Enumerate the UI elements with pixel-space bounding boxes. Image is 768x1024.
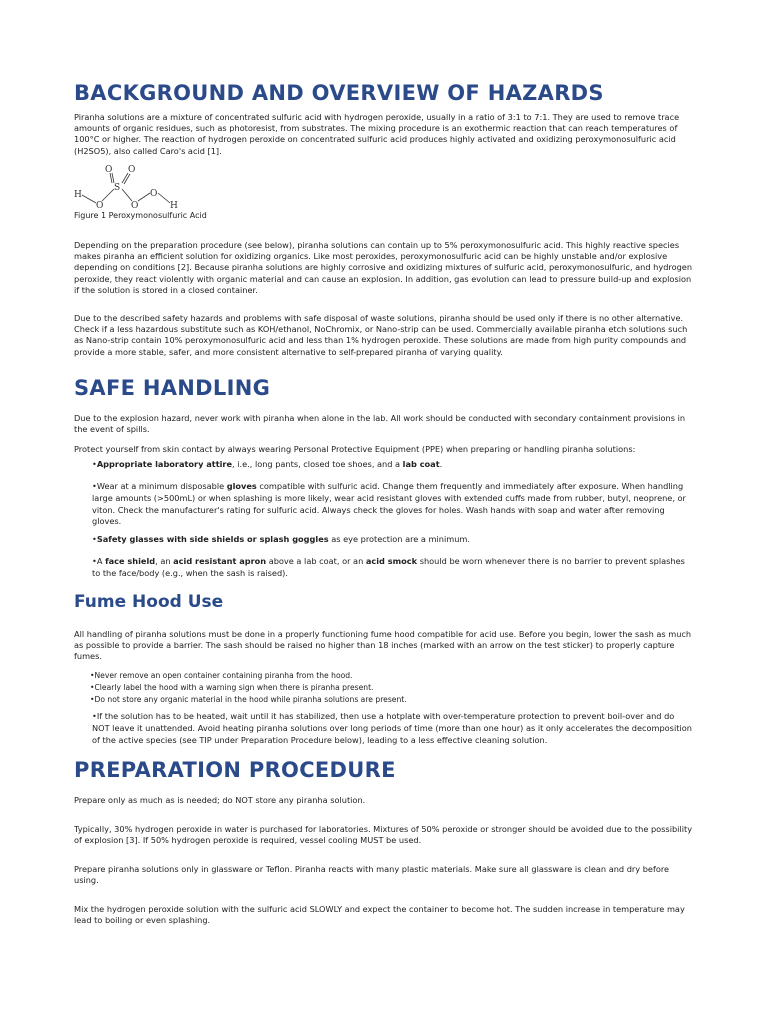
- atom-h-left: H: [74, 190, 82, 200]
- safe-handling-para-1: Due to the explosion hazard, never work with piranha when alone in the lab. All work should be conducted with secondary containment provisions in the event of spills.: [74, 413, 686, 435]
- figure-caption: Figure 1 Peroxymonosulfuric Acid: [74, 211, 207, 220]
- preparation-para-1: Prepare only as much as is needed; do NOT store any piranha solution.: [74, 795, 366, 805]
- preparation-para-4: Mix the hydrogen peroxide solution with the sulfuric acid SLOWLY and expect the container to become hot. The sudden increase in temperature may lead to boiling or even splashing.: [74, 904, 685, 926]
- fume-hood-item-3: •Do not store any organic material in the hood while piranha solutions are present.: [90, 695, 407, 704]
- atom-s: S: [114, 183, 121, 193]
- heading-hazards: BACKGROUND AND OVERVIEW OF HAZARDS: [74, 81, 604, 105]
- preparation-para-2: Typically, 30% hydrogen peroxide in water is purchased for laboratories. Mixtures of 50% peroxide or stronger should be avoided due to the possibility of explosion [3]. If 50% hydrogen peroxide is required, vessel cooling MUST be used.: [74, 824, 693, 846]
- hazards-para-2: Depending on the preparation procedure (see below), piranha solutions can contain up to 5% peroxymonosulfuric acid. This highly reactive species makes piranha an efficient solution for oxidizing organics. Like most peroxides, peroxymonosulfuric acid can be highly unstable and/or explosive depending on conditions [2]. Because piranha solutions are highly corrosive and oxidizing mixtures of sulfuric acid, peroxymonosulfuric, and hydrogen peroxide, they react violently with organic material and can cause an explosion. In addition, gas evolution can lead to pressure build-up and explosion if the solution is stored in a closed container.: [74, 240, 693, 295]
- ppe-bullet-gloves: •Wear at a minimum disposable gloves compatible with sulfuric acid. Change them frequently and immediately after exposure. When handling large amounts (>500mL) or when splashing is more likely, wear acid resistant gloves with extended cuffs made from rubber, butyl, neoprene, or viton. Check the manufacturer's rating for sulfuric acid. Always check the gloves for holes. Wash hands with soap and water after removing gloves.: [92, 481, 686, 527]
- hazards-intro: Piranha solutions are a mixture of concentrated sulfuric acid with hydrogen peroxide, usually in a ratio of 3:1 to 7:1. They are used to remove trace amounts of organic residues, such as photoresist, from substrates. The mixing procedure is an exothermic reaction that can reach temperatures of 100°C or higher. The reaction of hydrogen peroxide on concentrated sulfuric acid produces highly activated and oxidizing peroxymonosulfuric acid (H2SO5), also called Caro's acid [1].: [74, 112, 680, 156]
- heading-safe-handling: SAFE HANDLING: [74, 376, 271, 400]
- ppe-link[interactable]: Personal Protective Equipment: [293, 444, 420, 454]
- fume-hood-para-1: All handling of piranha solutions must be done in a properly functioning fume hood compatible for acid use. Before you begin, lower the sash as much as possible to provide a barrier. The sash should be raised no higher than 18 inches (marked with an arrow on the test sticker) to properly capture fumes.: [74, 629, 692, 662]
- hazards-para-3: Due to the described safety hazards and problems with safe disposal of waste solutions, piranha should be used only if there is no other alternative. Check if a less hazardous substitute such as KOH/ethanol, NoChromix, or Nano-strip can be used. Commercially available piranha etch solutions such as Nano-strip contain 10% peroxymonosulfuric acid and less than 1% hydrogen peroxide. These solutions are made from high purity compounds and provide a more stable, safer, and more consistent alternative to self-prepared piranha of varying quality.: [74, 313, 688, 357]
- ppe-intro: Protect yourself from skin contact by always wearing Personal Protective Equipment (PPE) when preparing or handling piranha solutions:: [74, 444, 636, 454]
- atom-o-right: O: [150, 189, 158, 199]
- heading-preparation: PREPARATION PROCEDURE: [74, 758, 396, 782]
- preparation-procedure-link[interactable]: Preparation Procedure: [240, 734, 332, 745]
- fume-hood-item-2: •Clearly label the hood with a warning sign when there is piranha present.: [90, 683, 374, 692]
- tip-link[interactable]: TIP: [199, 734, 212, 745]
- atom-o-top-left: O: [105, 165, 113, 175]
- atom-o-middle: O: [131, 201, 139, 211]
- heading-fume-hood: Fume Hood Use: [74, 592, 224, 612]
- atom-o-top-right: O: [128, 165, 136, 175]
- preparation-para-3: Prepare piranha solutions only in glassware or Teflon. Piranha reacts with many plastic materials. Make sure all glassware is clean and dry before using.: [74, 864, 670, 886]
- ppe-bullet-attire: •Appropriate laboratory attire, i.e., long pants, closed toe shoes, and a lab coat.: [92, 459, 443, 469]
- peroxymonosulfuric-acid-structure: [74, 163, 184, 213]
- atom-h-right: H: [170, 201, 178, 211]
- ppe-bullet-eyewear: •Safety glasses with side shields or splash goggles as eye protection are a minimum.: [92, 534, 470, 544]
- fume-hood-heating-note: •If the solution has to be heated, wait until it has stabilized, then use a hotplate with over-temperature protection to prevent boil-over and do NOT leave it unattended. Avoid heating piranha solutions over long periods of time (more than one hour) as it only accelerates the decomposition of the active species (see TIP under Preparation Procedure below), leading to a less effective cleaning solution.: [92, 711, 692, 745]
- fume-hood-item-1: •Never remove an open container containing piranha from the hood.: [90, 671, 353, 680]
- atom-o-left: O: [96, 201, 104, 211]
- ppe-bullet-face-shield: •A face shield, an acid resistant apron above a lab coat, or an acid smock should be worn whenever there is no barrier to prevent splashes to the face/body (e.g., when the sash is raised).: [92, 556, 685, 578]
